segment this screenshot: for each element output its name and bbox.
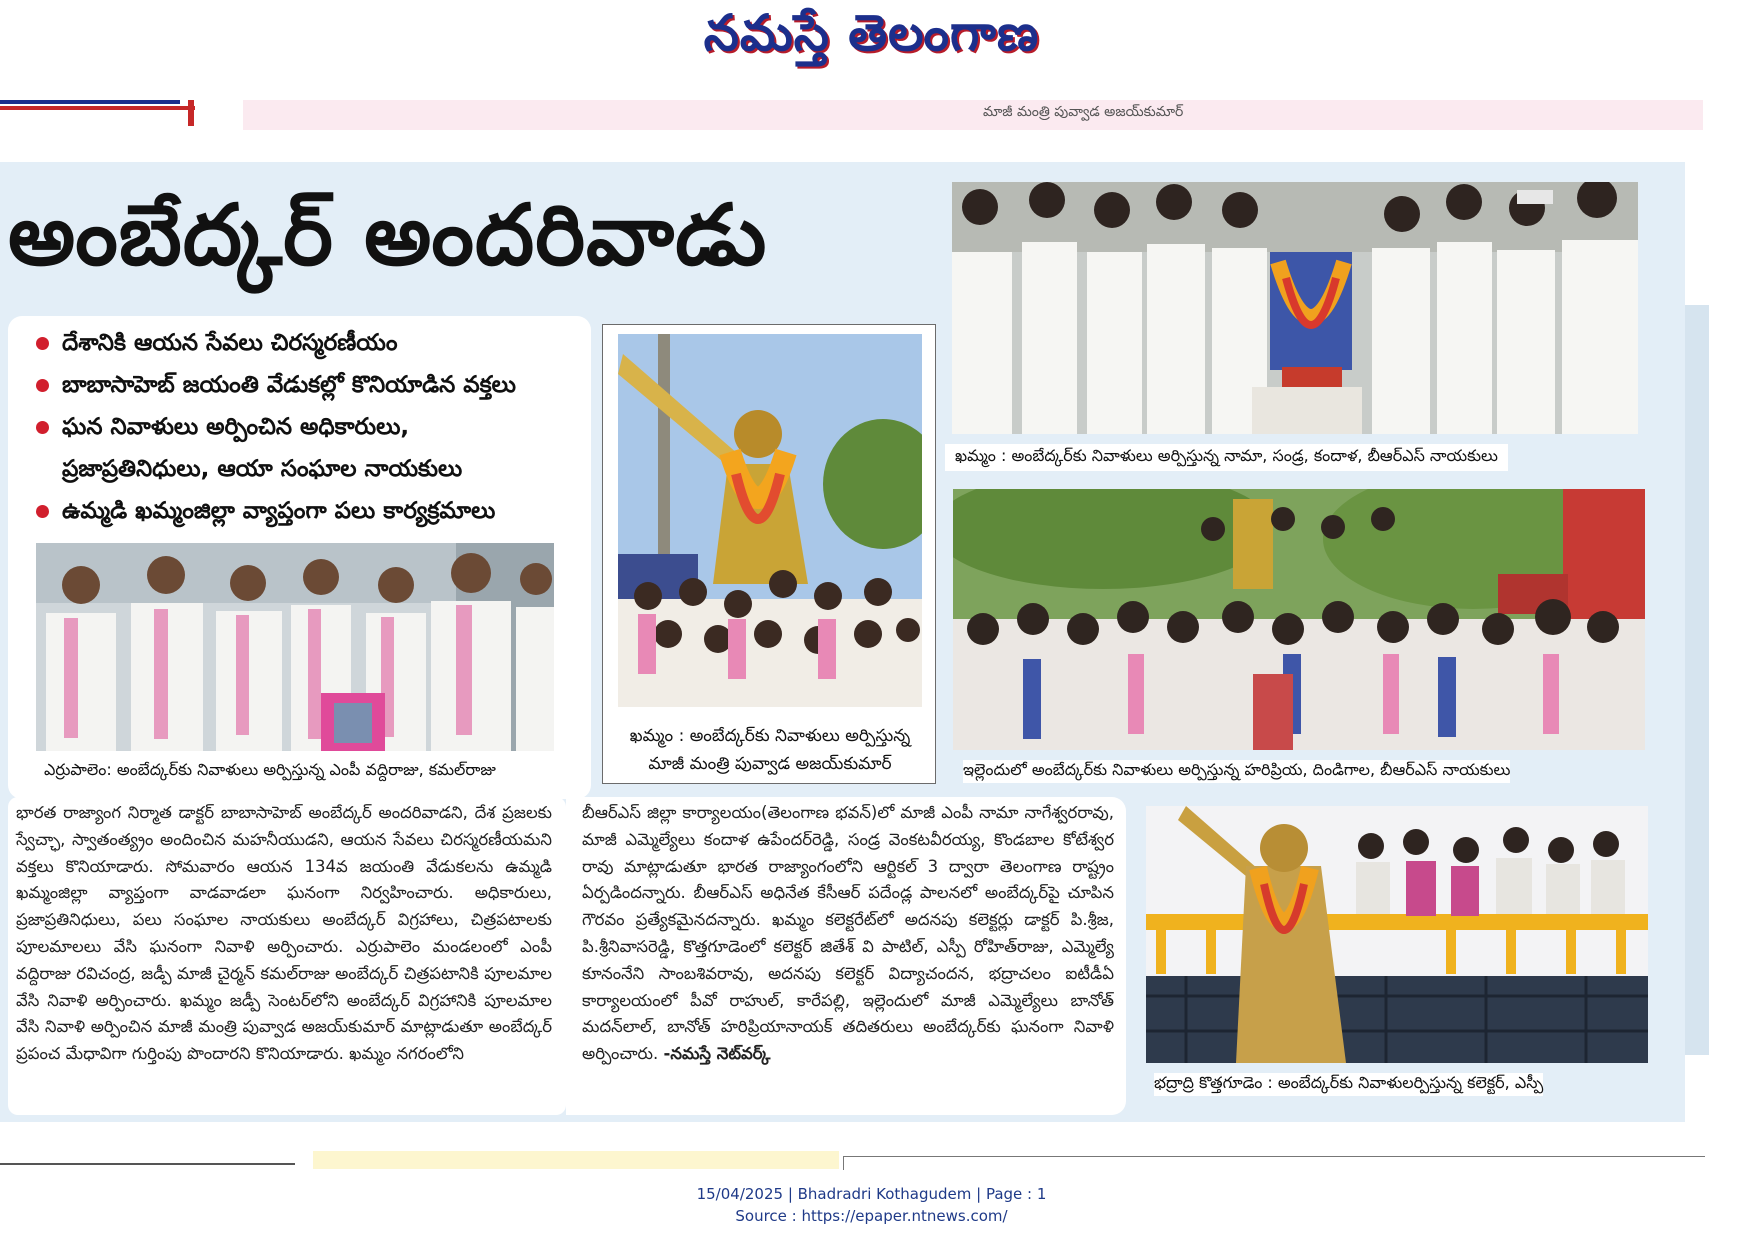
photo-errupalem: [36, 543, 554, 751]
teaser-text: మాజీ మంత్రి పువ్వాడ అజయ్‌కుమార్: [983, 104, 1184, 120]
caption-kothagudem: భద్రాద్రి కొత్తగూడెం : అంబేద్కర్‌కు నివాళులర్పిస్తున్న కలెక్టర్, ఎస్పీ: [1154, 1073, 1543, 1096]
article-headline: అంబేద్కర్ అందరివాడు: [8, 186, 768, 284]
bottom-rule-right: [843, 1156, 1705, 1157]
caption-statue: [614, 722, 926, 778]
article-body-right: [582, 800, 1114, 1068]
caption-statue-line1: ఖమ్మం : అంబేద్కర్‌కు నివాళులు అర్పిస్తున్న: [629, 726, 911, 746]
caption-khammam: ఖమ్మం : అంబేద్కర్‌కు నివాళులు అర్పిస్తున్న నామా, సండ్ర, కందాళ, బీఆర్ఎస్ నాయకులు: [945, 444, 1508, 471]
article-signoff: -నమస్తే నెట్‌వర్క్: [663, 1044, 771, 1064]
bullet-icon: [36, 379, 49, 392]
photo-khammam-tribute: [952, 182, 1638, 434]
masthead: [0, 0, 1743, 70]
footer-edition-info: 15/04/2025 | Bhadradri Kothagudem | Page : 1: [696, 1185, 1047, 1203]
caption-errupalem: ఎర్రుపాలెం: అంబేద్కర్‌కు నివాళులు అర్పిస్తున్న ఎంపీ వద్దిరాజు, కమల్‌రాజు: [44, 760, 496, 783]
footer-source-link[interactable]: Source : https://epaper.ntnews.com/: [735, 1207, 1008, 1225]
bullet-icon: [36, 505, 49, 518]
bottom-teaser-strip: [313, 1151, 839, 1169]
article-body-left: భారత రాజ్యాంగ నిర్మాత డాక్టర్ బాబాసాహెబ్ అంబేద్కర్ అందరివాడని, దేశ ప్రజలకు స్వేచ్ఛా, స్వాతంత్య్రం అందించిన మహనీయుడని, ఆయన సేవలు చిరస్మరణీయమని వక్తలు కొనియాడారు. సోమవారం ఆయన 134వ జయంతి వేడుకలను ఉమ్మడి ఖమ్మంజిల్లా వ్యాప్తంగా వాడవాడలా ఘనంగా నిర్వహించారు. అధికారులు, ప్రజాప్రతినిధులు, పలు సంఘాల నాయకులు అంబేద్కర్ విగ్రహాలు, చిత్రపటాలకు పూలమాలలు వేసి ఘనంగా నివాళి అర్పించారు. ఎర్రుపాలెం మండలంలో ఎంపీ వద్దిరాజు రవిచంద్ర, జడ్పీ మాజీ చైర్మన్ కమల్‌రాజు అంబేద్కర్ చిత్రపటానికి పూలమాల వేసి నివాళి అర్పించారు. ఖమ్మం జడ్పీ సెంటర్‌లోని అంబేద్కర్ విగ్రహానికి పూలమాల వేసి నివాళి అర్పించిన మాజీ మంత్రి పువ్వాడ అజయ్‌కుమార్ మాట్లాడుతూ అంబేద్కర్ ప్రపంచ మేధావిగా గుర్తింపు పొందారని కొనియాడారు. ఖమ్మం నగరంలోని: [16, 803, 552, 1064]
highlight-item: ఉమ్మడి ఖమ్మంజిల్లా వ్యాప్తంగా పలు కార్యక్రమాలు: [36, 490, 596, 532]
highlight-item: ఘన నివాళులు అర్పించిన అధికారులు,: [36, 406, 596, 448]
photo-yellandu-tribute: [953, 489, 1645, 750]
bottom-rule-right-tick: [843, 1156, 844, 1170]
article-body-right-text: బీఆర్ఎస్ జిల్లా కార్యాలయం(తెలంగాణ భవన్)లో మాజీ ఎంపీ నామా నాగేశ్వరరావు, మాజీ ఎమ్మెల్యేలు కందాళ ఉపేందర్‌రెడ్డి, సండ్ర వెంకటవీరయ్య, కొండబాల కోటేశ్వర రావు మాట్లాడుతూ భారత రాజ్యాంగంలోని ఆర్టికల్ 3 ద్వారా తెలంగాణ రాష్ట్రం ఏర్పడిందన్నారు. బీఆర్ఎస్ అధినేత కేసీఆర్ పదేండ్ల పాలనలో అంబేద్కర్‌పై చూపిన గౌరవం ప్రత్యేకమైనదన్నారు. ఖమ్మం కలెక్టరేట్‌లో అదనపు కలెక్టర్లు డాక్టర్ పి.శ్రీజ, పి.శ్రీనివాసరెడ్డి, కొత్తగూడెంలో కలెక్టర్ జితేశ్ వి పాటిల్, ఎస్పీ రోహిత్‌రాజు, ఎమ్మెల్యే కూనంనేని సాంబశివరావు, అదనపు కలెక్టర్ విద్యాచందన, భద్రాచలం ఐటీడీఏ కార్యాలయంలో పీవో రాహుల్, కారేపల్లి, ఇల్లెందులో మాజీ ఎమ్మెల్యేలు బానోత్ మదన్‌లాల్, బానోత్ హరిప్రియానాయక్ తదితరులు అంబేద్కర్‌కు ఘనంగా నివాళి అర్పించారు.: [582, 803, 1114, 1064]
newspaper-logo: నమస్తే తెలంగాణ: [703, 4, 1040, 62]
caption-yellandu: ఇల్లెందులో అంబేద్కర్‌కు నివాళులు అర్పిస్తున్న హరిప్రియ, దిండిగాల, బీఆర్ఎస్ నాయకులు: [963, 760, 1510, 783]
highlight-item: దేశానికి ఆయన సేవలు చిరస్మరణీయం: [36, 322, 596, 364]
photo-kothagudem-statue: [1146, 806, 1648, 1063]
bottom-rule-left: [0, 1163, 295, 1165]
highlight-item: బాబాసాహెబ్ జయంతి వేడుకల్లో కొనియాడిన వక్తలు: [36, 364, 596, 406]
masthead-rule: [0, 100, 195, 126]
photo-ambedkar-statue: [618, 334, 922, 707]
side-tint: [1685, 305, 1709, 1055]
top-teaser-strip: [243, 100, 1703, 130]
bullet-icon: [36, 421, 49, 434]
highlights-list: [36, 322, 596, 532]
highlight-item-continued: ప్రజాప్రతినిధులు, ఆయా సంఘాల నాయకులు: [62, 456, 463, 482]
caption-statue-line2: మాజీ మంత్రి పువ్వాడ అజయ్‌కుమార్: [648, 754, 892, 774]
bullet-icon: [36, 337, 49, 350]
